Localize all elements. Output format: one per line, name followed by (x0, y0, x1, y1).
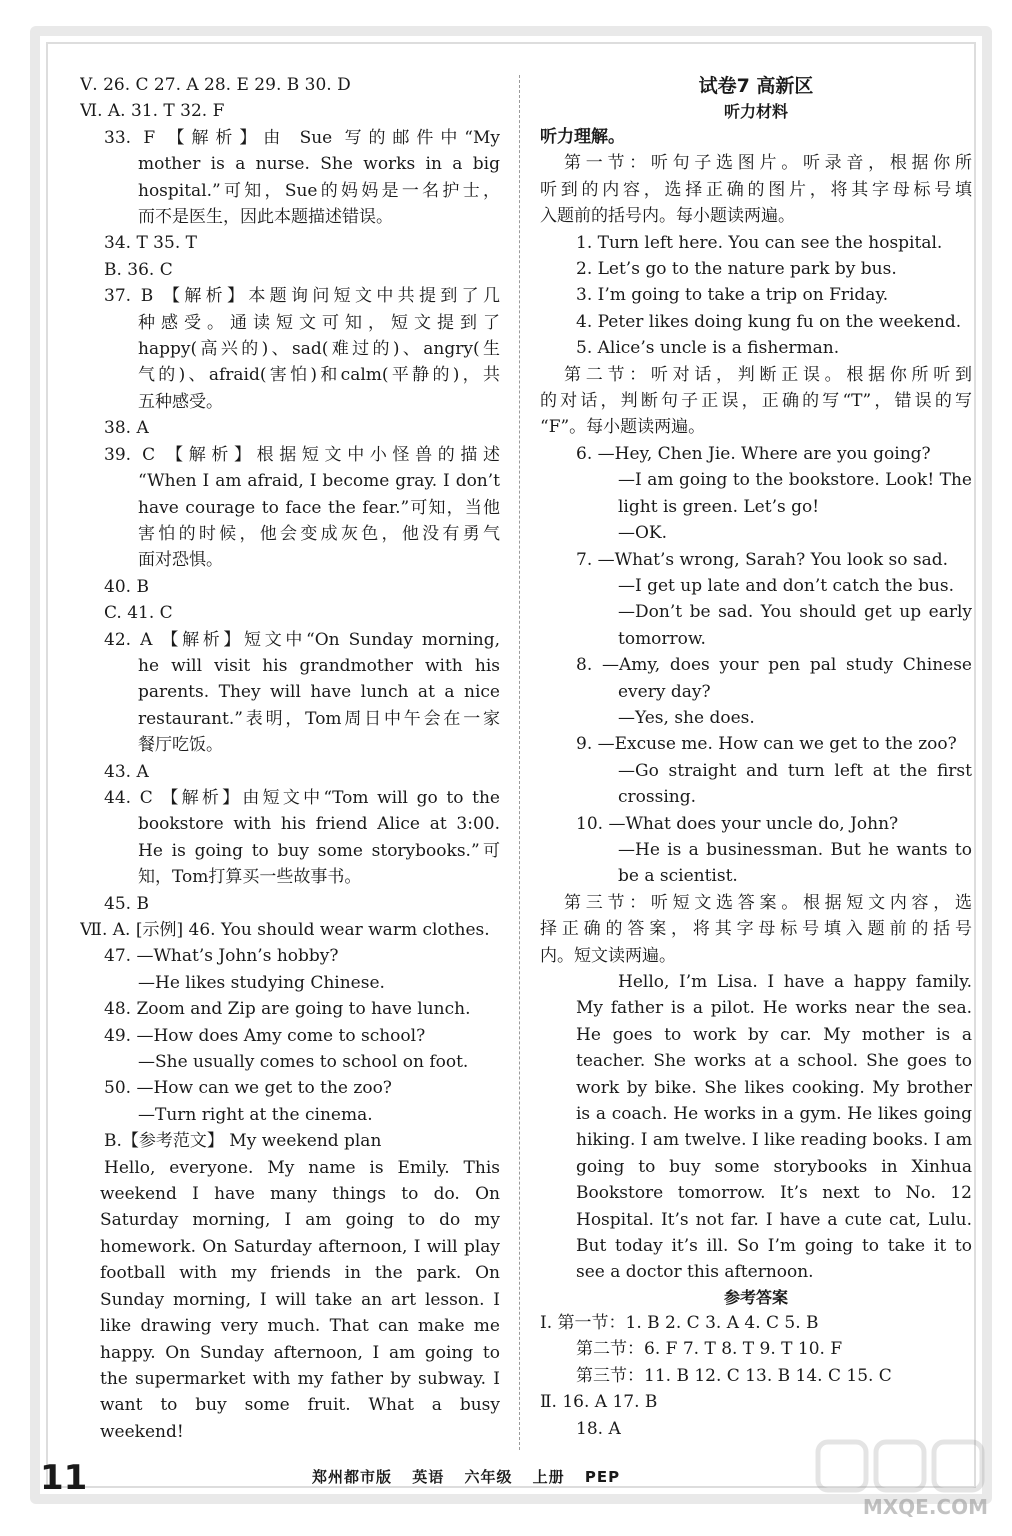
answer-line: 害怕的时候，他会变成灰色，他没有勇气 (138, 523, 500, 544)
listening-line: “F”。每小题读两遍。 (540, 417, 706, 438)
listening-line: every day? (618, 681, 711, 702)
answer-line: —Turn right at the cinema. (138, 1104, 373, 1125)
answer-line: 43. A (104, 761, 149, 782)
listening-line: see a doctor this afternoon. (576, 1262, 814, 1283)
listening-line: —Go straight and turn left at the first (618, 760, 972, 781)
listening-line: But today it’s ill. So I’m going to take it to (576, 1236, 972, 1257)
answer-line: B.【参考范文】 My weekend plan (104, 1131, 382, 1152)
answer-line: weekend I have many things to do. On (100, 1184, 500, 1205)
listening-line: teacher. She works at a school. She goes to (576, 1051, 972, 1072)
answer-line: —He likes studying Chinese. (138, 972, 385, 993)
listening-line: hiking. I am twelve. I like reading books. I am (576, 1130, 972, 1151)
answer-line: 种感受。通读短文可知，短文提到了 (138, 312, 500, 333)
listening-line: 入题前的括号内。每小题读两遍。 (540, 206, 795, 227)
listening-material-heading: 听力材料 (723, 102, 788, 121)
answer-line: 38. A (104, 418, 149, 439)
reference-answer-line: 第二节：6. F 7. T 8. T 9. T 10. F (576, 1339, 843, 1360)
reference-answer-heading: 参考答案 (723, 1287, 788, 1307)
answer-line: Ⅶ. A. [示例] 46. You should wear warm clothes. (80, 920, 490, 940)
answer-line: 40. B (104, 576, 149, 597)
answer-line: happy(高兴的)、sad(难过的)、angry(生 (138, 339, 500, 360)
listening-line: 第二节：听对话，判断正误。根据你所听到 (564, 364, 972, 385)
listening-line: —Don’t be sad. You should get up early (618, 602, 972, 623)
listening-line: He goes to work by car. My mother is a (576, 1024, 972, 1045)
test-title: 试卷7 高新区 (698, 75, 814, 97)
listening-line: Hello, I’m Lisa. I have a happy family. (618, 972, 972, 992)
answer-line: weekend! (100, 1421, 184, 1442)
answer-line: parents. They will have lunch at a nice (138, 682, 500, 703)
answer-line: mother is a nurse. She works in a big (138, 154, 500, 175)
listening-line: My father is a pilot. He works near the sea. (576, 998, 972, 1019)
answer-line: hospital.”可知，Sue的妈妈是一名护士， (138, 180, 500, 201)
answer-line: Hello, everyone. My name is Emily. This (104, 1157, 500, 1178)
listening-line: tomorrow. (618, 628, 706, 649)
answer-line: “When I am afraid, I become gray. I don’t (138, 471, 500, 492)
watermark-text: MXQE.COM (862, 1495, 988, 1519)
listening-line: light is green. Let’s go! (618, 496, 820, 517)
answer-line: like drawing very much. That can make me (100, 1316, 500, 1337)
answer-line: 餐厅吃饭。 (138, 735, 223, 756)
listening-line: going to buy some storybooks in Xinhua (576, 1156, 972, 1177)
answer-line: 而不是医生，因此本题描述错误。 (138, 207, 393, 228)
listening-line: 第三节：听短文选答案。根据短文内容，选 (564, 892, 972, 913)
reference-answer-line: Ⅱ. 16. A 17. B (540, 1392, 658, 1413)
answer-line: Ⅵ. A. 31. T 32. F (80, 101, 225, 122)
answer-line: 50. —How can we get to the zoo? (104, 1078, 392, 1099)
listening-line: —OK. (618, 523, 668, 544)
answer-line: Ⅴ. 26. C 27. A 28. E 29. B 30. D (80, 75, 351, 95)
listening-line: be a scientist. (618, 866, 738, 887)
answer-line: 五种感受。 (138, 391, 223, 412)
listening-line: 8. —Amy, does your pen pal study Chinese (576, 655, 972, 676)
answer-line: homework. On Saturday afternoon, I will play (100, 1236, 500, 1257)
listening-line: 9. —Excuse me. How can we get to the zoo? (576, 734, 957, 755)
listening-line: 听力理解。 (540, 127, 625, 147)
listening-line: —I get up late and don’t catch the bus. (618, 575, 955, 596)
listening-line: 6. —Hey, Chen Jie. Where are you going? (576, 443, 931, 464)
column-divider (519, 75, 520, 1450)
answer-line: the supermarket with my father by subway. I (100, 1368, 500, 1389)
listening-line: 内。短文读两遍。 (540, 945, 676, 966)
right-listening-column (540, 72, 972, 1442)
listening-line: —I am going to the bookstore. Look! The (618, 470, 972, 491)
answer-line: C. 41. C (104, 603, 173, 624)
listening-line: crossing. (618, 787, 697, 808)
answer-line: B. 36. C (104, 259, 173, 280)
listening-line: —Yes, she does. (618, 707, 755, 728)
listening-line: 7. —What’s wrong, Sarah? You look so sad. (576, 549, 949, 570)
listening-line: 5. Alice’s uncle is a fisherman. (576, 338, 840, 359)
answer-line: Saturday morning, I am going to do my (100, 1210, 500, 1231)
answer-line: 42. A 【解析】短文中“On Sunday morning, (104, 629, 500, 650)
answer-line: —She usually comes to school on foot. (138, 1052, 469, 1073)
answer-line: 33. F 【解析】由 Sue 写的邮件中“My (104, 127, 500, 148)
answer-line: 34. T 35. T (104, 233, 197, 254)
answer-line: 知，Tom打算买一些故事书。 (138, 867, 362, 888)
answer-line: 37. B 【解析】本题询问短文中共提到了几 (104, 286, 500, 307)
footer-edition-text: 郑州都市版 英语 六年级 上册 PEP (312, 1468, 621, 1486)
answer-line: 气的)、afraid(害怕)和calm(平静的)，共 (138, 365, 500, 386)
listening-line: 4. Peter likes doing kung fu on the weekend. (576, 311, 962, 332)
answer-line: restaurant.”表明，Tom周日中午会在一家 (138, 708, 500, 729)
left-answer-column (80, 72, 500, 1445)
answer-line: 47. —What’s John’s hobby? (104, 946, 339, 967)
listening-line: 的对话，判断句子正误，正确的写“T”，错误的写 (540, 391, 972, 412)
reference-answer-list (540, 1310, 972, 1442)
listening-line: is a coach. He works in a gym. He likes going (576, 1104, 972, 1125)
answer-line: 面对恐惧。 (138, 550, 223, 571)
listening-line: 第一节：听句子选图片。听录音，根据你所 (564, 153, 972, 174)
answer-line: 48. Zoom and Zip are going to have lunch. (104, 999, 471, 1020)
answer-line: Sunday morning, I will take an art lesson. I (100, 1289, 500, 1310)
reference-answer-line: Ⅰ. 第一节：1. B 2. C 3. A 4. C 5. B (540, 1312, 819, 1333)
listening-line: work by bike. She likes cooking. My brother (576, 1077, 972, 1098)
listening-line: 1. Turn left here. You can see the hospital. (576, 232, 943, 253)
listening-line: —He is a businessman. But he wants to (618, 839, 972, 860)
answer-line: football with my friends in the park. On (100, 1263, 500, 1284)
answer-line: 49. —How does Amy come to school? (104, 1025, 426, 1046)
page-number: 11 (40, 1458, 88, 1498)
listening-line: 听到的内容，选择正确的图片，将其字母标号填 (540, 179, 972, 200)
answer-line: he will visit his grandmother with his (138, 655, 500, 676)
answer-line: 45. B (104, 893, 149, 914)
reference-answer-line: 第三节：11. B 12. C 13. B 14. C 15. C (576, 1365, 892, 1386)
listening-line: 10. —What does your uncle do, John? (576, 813, 899, 834)
answer-line: have courage to face the fear.”可知，当他 (138, 497, 500, 518)
reference-answer-line: 18. A (576, 1418, 621, 1439)
listening-material-text (540, 124, 972, 1286)
answer-line: 39. C 【解析】根据短文中小怪兽的描述 (104, 444, 500, 465)
answer-line: happy. On Sunday afternoon, I am going to (100, 1342, 500, 1363)
listening-line: 3. I’m going to take a trip on Friday. (576, 285, 889, 306)
answer-line: He is going to buy some storybooks.”可 (138, 840, 500, 861)
answer-line: bookstore with his friend Alice at 3:00. (138, 814, 500, 835)
listening-line: 2. Let’s go to the nature park by bus. (576, 259, 897, 280)
listening-line: 择正确的答案，将其字母标号填入题前的括号 (540, 919, 972, 940)
answer-line: want to buy some fruit. What a busy (100, 1395, 500, 1416)
listening-line: Bookstore tomorrow. It’s next to No. 12 (576, 1183, 972, 1204)
listening-line: Hospital. It’s not far. I have a cute cat, Lulu. (576, 1209, 972, 1230)
answer-line: 44. C 【解析】由短文中“Tom will go to the (104, 787, 500, 808)
